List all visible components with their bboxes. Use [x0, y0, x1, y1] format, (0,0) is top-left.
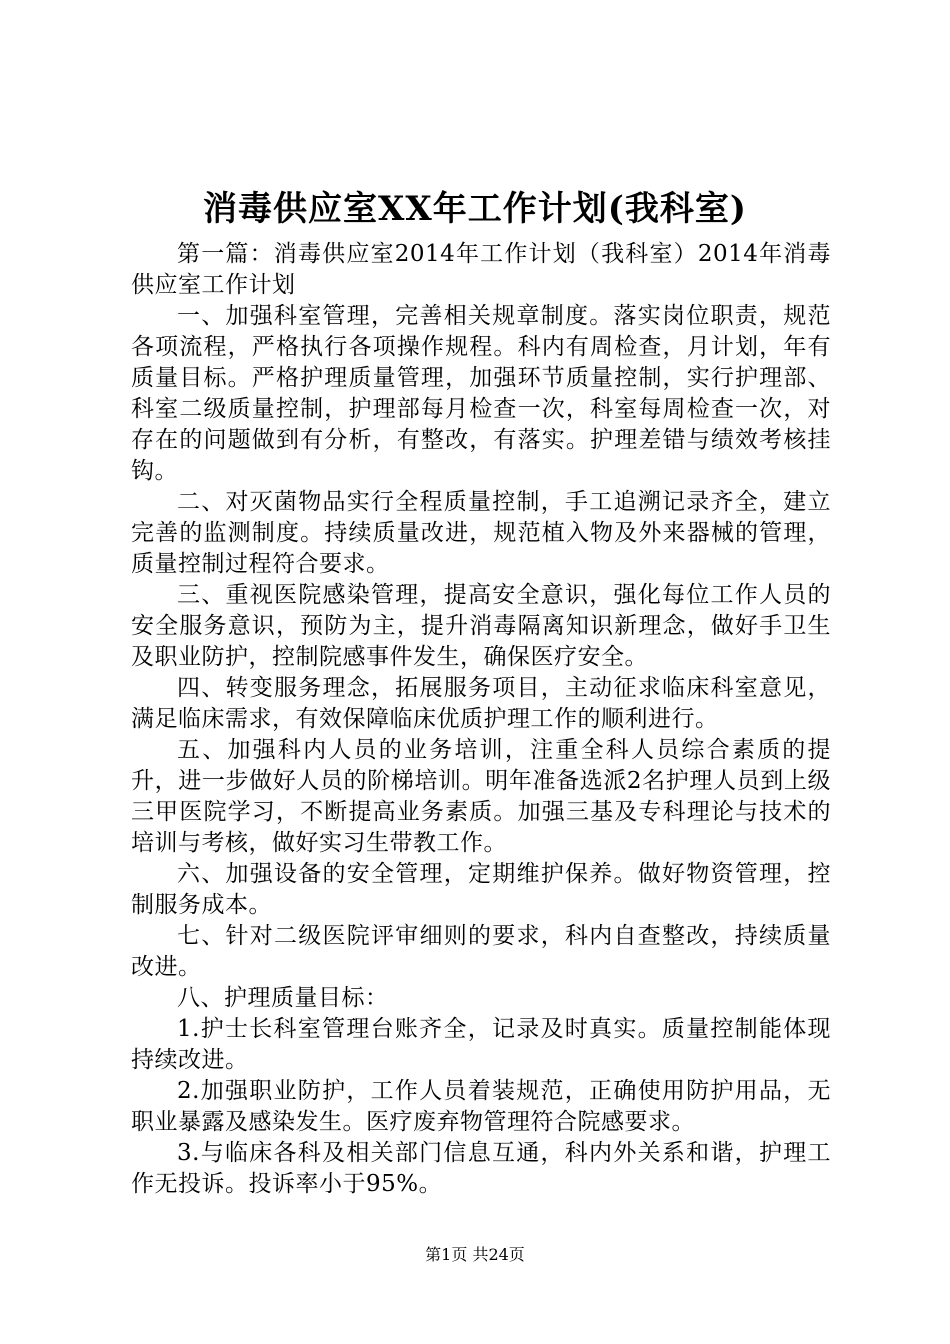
paragraph-section-5: 五、加强科内人员的业务培训，注重全科人员综合素质的提升，进一步做好人员的阶梯培训。明年准备选派2名护理人员到上级三甲医院学习，不断提高业务素质。加强三基及专科理论与技术的培训与考核，做好实习生带教工作。 — [131, 737, 831, 856]
document-body — [131, 239, 831, 1200]
paragraph-section-7: 七、针对二级医院评审细则的要求，科内自查整改，持续质量改进。 — [131, 923, 831, 980]
paragraph-section-6: 六、加强设备的安全管理，定期维护保养。做好物资管理，控制服务成本。 — [131, 861, 831, 918]
paragraph-section-4: 四、转变服务理念，拓展服务项目，主动征求临床科室意见，满足临床需求，有效保障临床优质护理工作的顺利进行。 — [131, 675, 831, 732]
page-footer: 第1页 共24页 — [425, 1245, 525, 1264]
document-title: 消毒供应室XX年工作计划(我科室) — [203, 189, 747, 229]
paragraph-section-3: 三、重视医院感染管理，提高安全意识，强化每位工作人员的安全服务意识，预防为主，提升消毒隔离知识新理念，做好手卫生及职业防护，控制院感事件发生，确保医疗安全。 — [131, 582, 831, 670]
paragraph-goal-2: 2.加强职业防护，工作人员着装规范，正确使用防护用品，无职业暴露及感染发生。医疗废弃物管理符合院感要求。 — [131, 1078, 831, 1135]
paragraph-intro: 第一篇：消毒供应室2014年工作计划（我科室）2014年消毒供应室工作计划 — [131, 241, 831, 298]
paragraph-goal-1: 1.护士长科室管理台账齐全，记录及时真实。质量控制能体现持续改进。 — [131, 1016, 831, 1073]
paragraph-section-2: 二、对灭菌物品实行全程质量控制，手工追溯记录齐全，建立完善的监测制度。持续质量改进，规范植入物及外来器械的管理，质量控制过程符合要求。 — [131, 489, 831, 577]
paragraph-section-8: 八、护理质量目标： — [177, 985, 389, 1011]
paragraph-goal-3: 3.与临床各科及相关部门信息互通，科内外关系和谐，护理工作无投诉。投诉率小于95%。 — [131, 1140, 831, 1197]
paragraph-section-1: 一、加强科室管理，完善相关规章制度。落实岗位职责，规范各项流程，严格执行各项操作规程。科内有周检查，月计划，年有质量目标。严格护理质量管理，加强环节质量控制，实行护理部、科室二级质量控制，护理部每月检查一次，科室每周检查一次，对存在的问题做到有分析，有整改，有落实。护理差错与绩效考核挂钩。 — [131, 303, 831, 484]
